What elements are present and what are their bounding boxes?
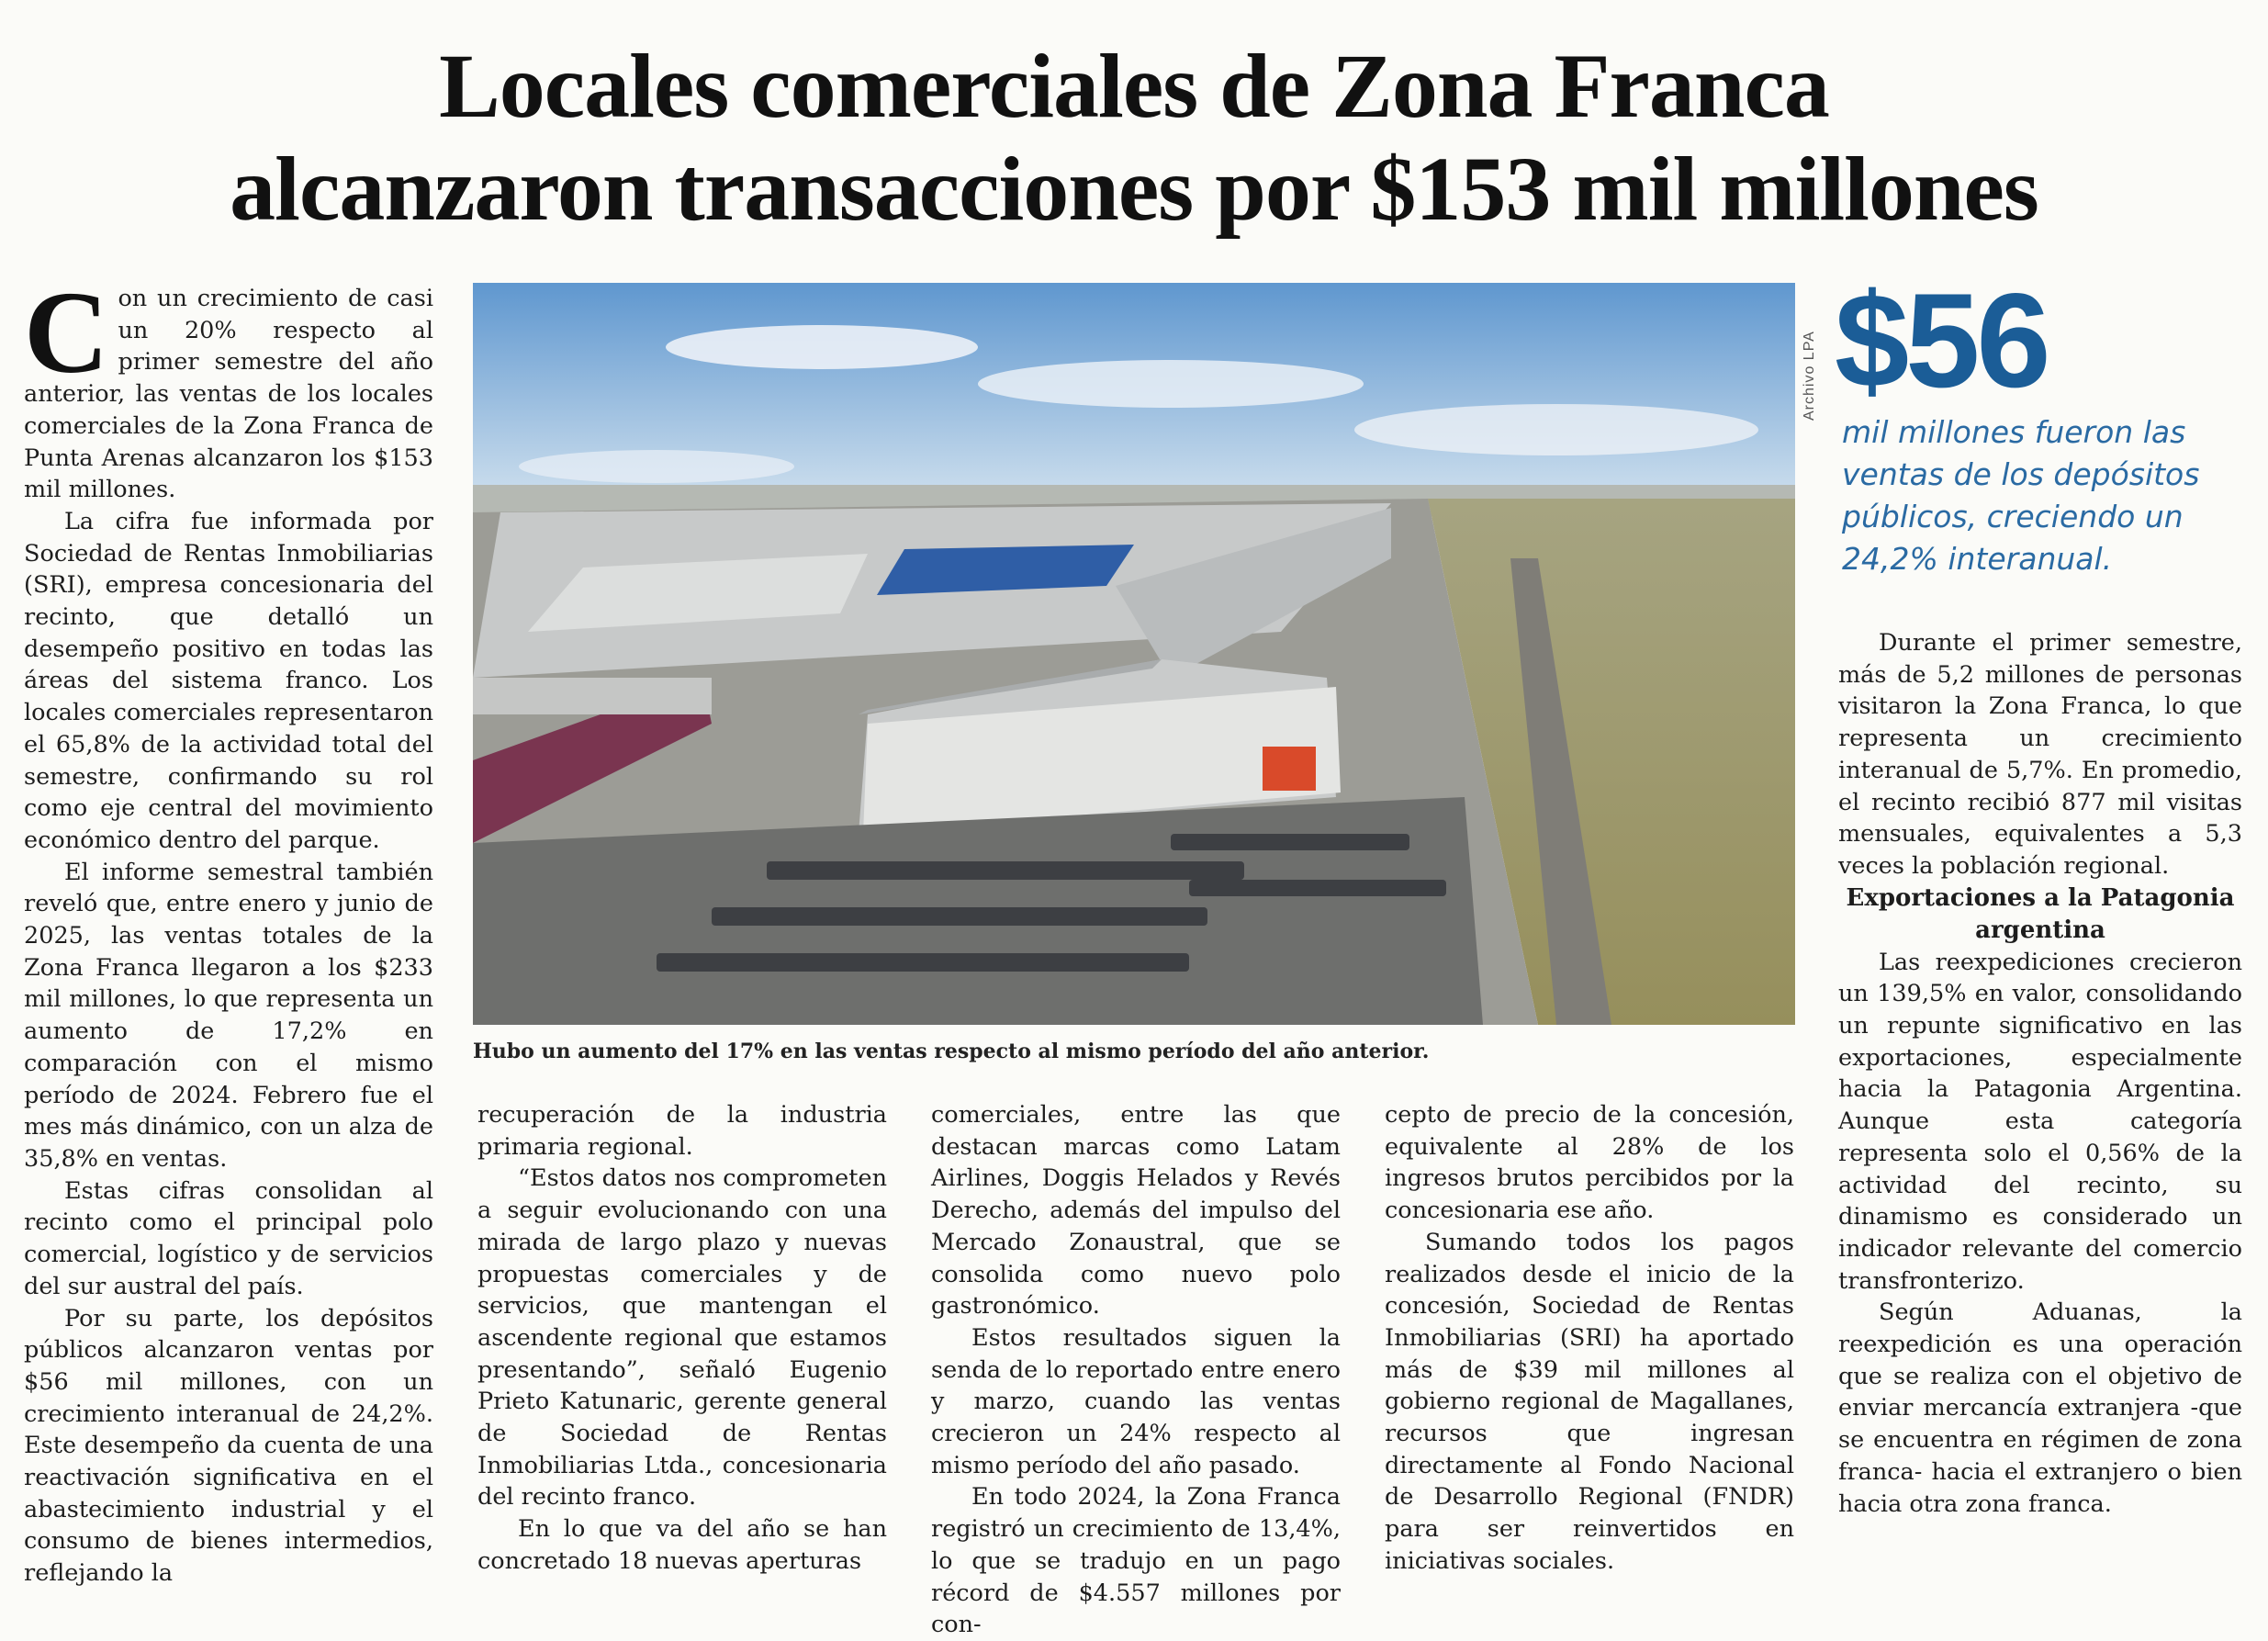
lead-paragraph: on un crecimiento de casi un 20% respecto al primer semestre del año anterior, las ventas de los locales comerciales de la Zona Franca de Punta Arenas alcanzaron los $153 mil millones. <box>24 285 433 504</box>
photo-caption: Hubo un aumento del 17% en las ventas respecto al mismo período del año anterior. <box>473 1040 1430 1063</box>
photo-illustration <box>473 283 1795 1025</box>
article-column-4 <box>1385 1099 1794 1578</box>
article-column-2 <box>477 1099 887 1578</box>
paragraph: El informe semestral también reveló que, entre enero y junio de 2025, las ventas totales de la Zona Franca llegaron a los $233 mil millones, lo que representa un aumento de 17,2% en comparación con el mismo período de 2024. Febrero fue el mes más dinámico, con un alza de 35,8% en ventas. <box>24 858 433 1173</box>
highlight-caption: mil millones fueron las ventas de los depósitos públicos, creciendo un 24,2% interanual. <box>1842 414 2200 577</box>
paragraph: comerciales, entre las que destacan marcas como Latam Airlines, Doggis Helados y Revés Derecho, además del impulso del Mercado Zonaustral, que se consolida como nuevo polo gastronómico. <box>931 1101 1341 1321</box>
article-column-3 <box>931 1099 1341 1641</box>
paragraph: Estas cifras consolidan al recinto como el principal polo comercial, logístico y de servicios del sur austral del país. <box>24 1176 433 1300</box>
paragraph: En todo 2024, la Zona Franca registró un crecimiento de 13,4%, lo que se tradujo en un pago récord de $4.557 millones por con- <box>931 1483 1341 1639</box>
paragraph: recuperación de la industria primaria regional. <box>477 1101 887 1161</box>
headline-line-1: Locales comerciales de Zona Franca <box>439 35 1829 137</box>
paragraph: “Estos datos nos comprometen a seguir evolucionando con una mirada de largo plazo y nuevas propuestas comerciales y de servicios, que mantengan el ascendente regional que estamos presentando”, señaló Eugenio Prieto Katunaric, gerente general de Sociedad de Rentas Inmobiliarias Ltda., concesionaria del recinto franco. <box>477 1164 887 1512</box>
article-column-1 <box>24 267 433 1590</box>
headline-line-2: alcanzaron transacciones por $153 mil millones <box>230 138 2038 240</box>
photo-credit: Archivo LPA <box>1802 331 1817 421</box>
drop-cap: C <box>24 267 109 398</box>
paragraph: Estos resultados siguen la senda de lo reportado entre enero y marzo, cuando las ventas crecieron un 24% respecto al mismo período del año pasado. <box>931 1323 1341 1479</box>
section-subheading: Exportaciones a la Patagonia argentina <box>1846 883 2235 944</box>
paragraph: Sumando todos los pagos realizados desde el inicio de la concesión, Sociedad de Rentas Inmobiliarias (SRI) ha aportado más de $39 mil millones al gobierno regional de Magallanes, recursos que ingresan directamente al Fondo Nacional de Desarrollo Regional (FNDR) para ser reinvertidos en iniciativas sociales. <box>1385 1228 1794 1575</box>
paragraph: Según Aduanas, la reexpedición es una operación que se realiza con el objetivo de enviar mercancía extranjera -que se encuentra en régimen de zona franca- hacia el extranjero o bien hacia otra zona franca. <box>1838 1298 2242 1518</box>
paragraph: En lo que va del año se han concretado 18 nuevas aperturas <box>477 1515 887 1575</box>
highlight-number: $56 <box>1835 265 2048 415</box>
paragraph: Las reexpediciones crecieron un 139,5% en valor, consolidando un repunte significativo en las exportaciones, especialmente hacia la Patagonia Argentina. Aunque esta categoría representa solo el 0,56% de la actividad del recinto, su dinamismo es considerado un indicador relevante del comercio transfronterizo. <box>1838 948 2242 1295</box>
paragraph: Durante el primer semestre, más de 5,2 millones de personas visitaron la Zona Franca, lo que representa un crecimiento interanual de 5,7%. En promedio, el recinto recibió 877 mil visitas mensuales, equivalentes a 5,3 veces la población regional. <box>1838 629 2242 880</box>
paragraph: La cifra fue informada por Sociedad de Rentas Inmobiliarias (SRI), empresa concesionaria del recinto, que detalló un desempeño positivo en todas las áreas del sistema franco. Los locales comerciales representaron el 65,8% de la actividad total del semestre, confirmando su rol como eje central del movimiento económico dentro del parque. <box>24 507 433 854</box>
aerial-photo-zona-franca <box>473 283 1795 1025</box>
paragraph: Por su parte, los depósitos públicos alcanzaron ventas por $56 mil millones, con un crecimiento interanual de 24,2%. Este desempeño da cuenta de una reactivación significativa en el abastecimiento industrial y el consumo de bienes intermedios, reflejando la <box>24 1304 433 1588</box>
paragraph: cepto de precio de la concesión, equivalente al 28% de los ingresos brutos percibidos por la concesionaria ese año. <box>1385 1101 1794 1225</box>
article-column-5 <box>1838 627 2242 1520</box>
headline <box>0 35 2268 241</box>
